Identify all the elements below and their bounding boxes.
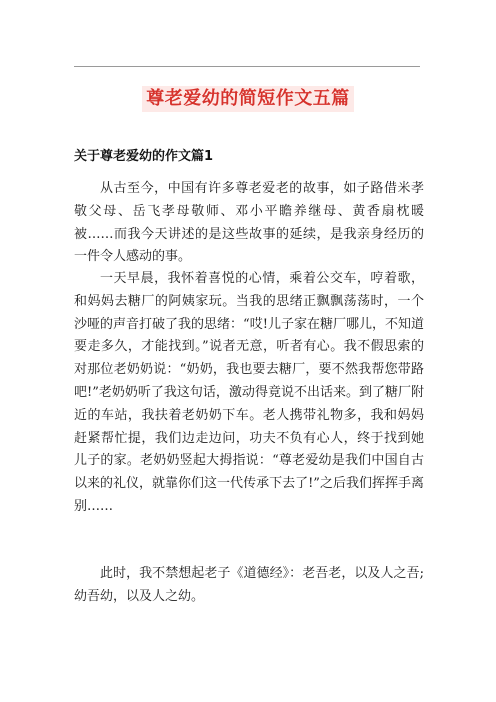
title-container: [0, 86, 496, 112]
document-title: 尊老爱幼的简短作文五篇: [142, 86, 354, 112]
paragraph-3: 此时，我不禁想起老子《道德经》：老吾老，以及人之吾;幼吾幼，以及人之幼。: [74, 566, 424, 604]
paragraph-2: 一天早晨，我怀着喜悦的心情，乘着公交车，哼着歌，和妈妈去糖厂的阿姨家玩。当我的思绪正飘飘荡荡时，一个沙哑的声音打破了我的思绪：“哎!儿子家在糖厂哪儿，不知道要走多久，才能找到。”说者无意，听者有心。我不假思索的对那位老奶奶说：“奶奶，我也要去糖厂，要不然我帮您带路吧!”老奶奶听了我这句话，激动得竟说不出话来。到了糖厂附近的车站，我扶着老奶奶下车。老人携带礼物多，我和妈妈赶紧帮忙提，我们边走边问，功夫不负有心人，终于找到她儿子的家。老奶奶竖起大拇指说：“尊老爱幼是我们中国自古以来的礼仪，就靠你们这一代传承下去了!”之后我们挥挥手离别……: [74, 271, 424, 514]
section-heading: 关于尊老爱幼的作文篇1: [74, 149, 214, 164]
paragraph-1: 从古至今，中国有许多尊老爱老的故事，如子路借米孝敬父母、岳飞孝母敬师、邓小平瞻养继母、黄香扇枕暖被……而我今天讲述的是这些故事的延续，是我亲身经历的一件令人感动的事。: [74, 181, 424, 265]
header-divider: [74, 66, 420, 67]
